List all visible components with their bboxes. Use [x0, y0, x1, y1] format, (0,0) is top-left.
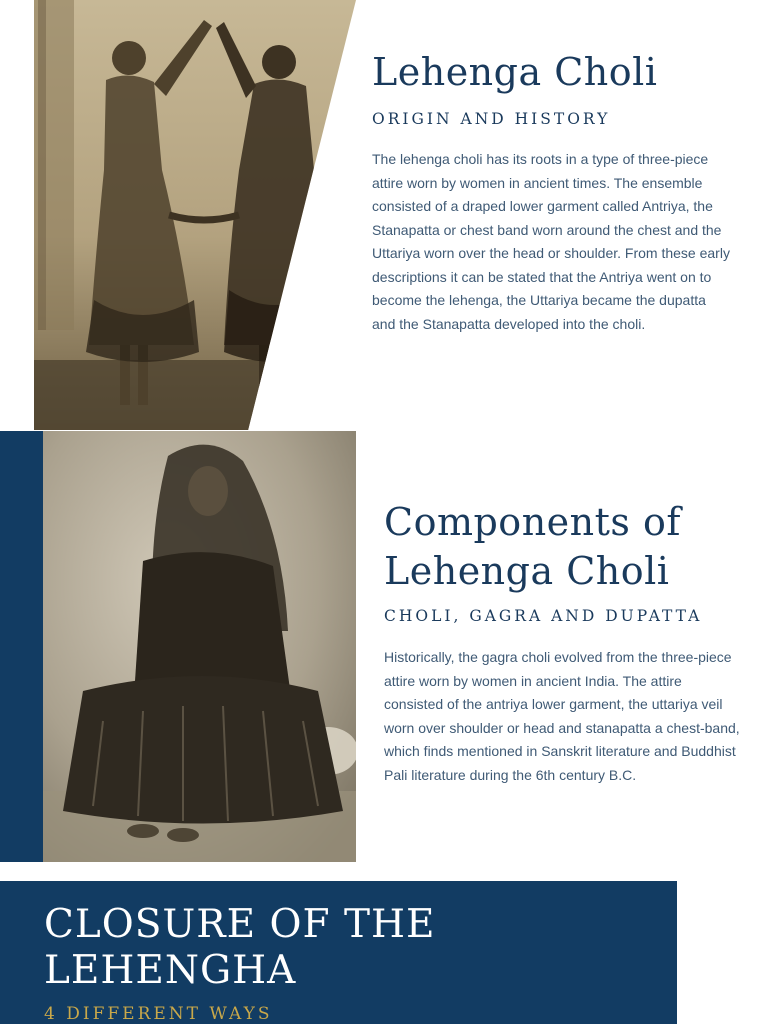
- section-title-components: Components of Lehenga Choli: [384, 500, 681, 593]
- section-body-origin: The lehenga choli has its roots in a type of three-piece attire worn by women in ancient times. The ensemble consisted of a draped lower garment called Antriya, the Stanapatta or chest band worn around the chest and the Uttariya worn over the head or shoulder. From these early descriptions it can be stated that the Antriya went on to become the lehenga, the Uttariya became the dupatta and the Stanapatta developed into the choli.: [372, 151, 730, 332]
- section-subtitle-components: CHOLI, GAGRA AND DUPATTA: [384, 607, 703, 625]
- vintage-photo-two-dancers: [34, 0, 356, 430]
- accent-bar: [0, 431, 43, 862]
- section-subtitle-closure: 4 DIFFERENT WAYS: [44, 1004, 273, 1024]
- section-title-closure: CLOSURE OF THE LEHENGHA: [44, 902, 436, 993]
- section-body-components: Historically, the gagra choli evolved from the three-piece attire worn by women in ancient India. The attire consisted of the antriya lower garment, the uttariya veil worn over shoulder or head and stanapatta a chest-band, which finds mentioned in Sanskrit literature and Buddhist Pali literature during the 6th century B.C.: [384, 649, 740, 783]
- section-subtitle-origin: ORIGIN AND HISTORY: [372, 110, 611, 128]
- vintage-photo-seated-woman: [43, 431, 356, 862]
- section-title-origin: Lehenga Choli: [372, 50, 658, 94]
